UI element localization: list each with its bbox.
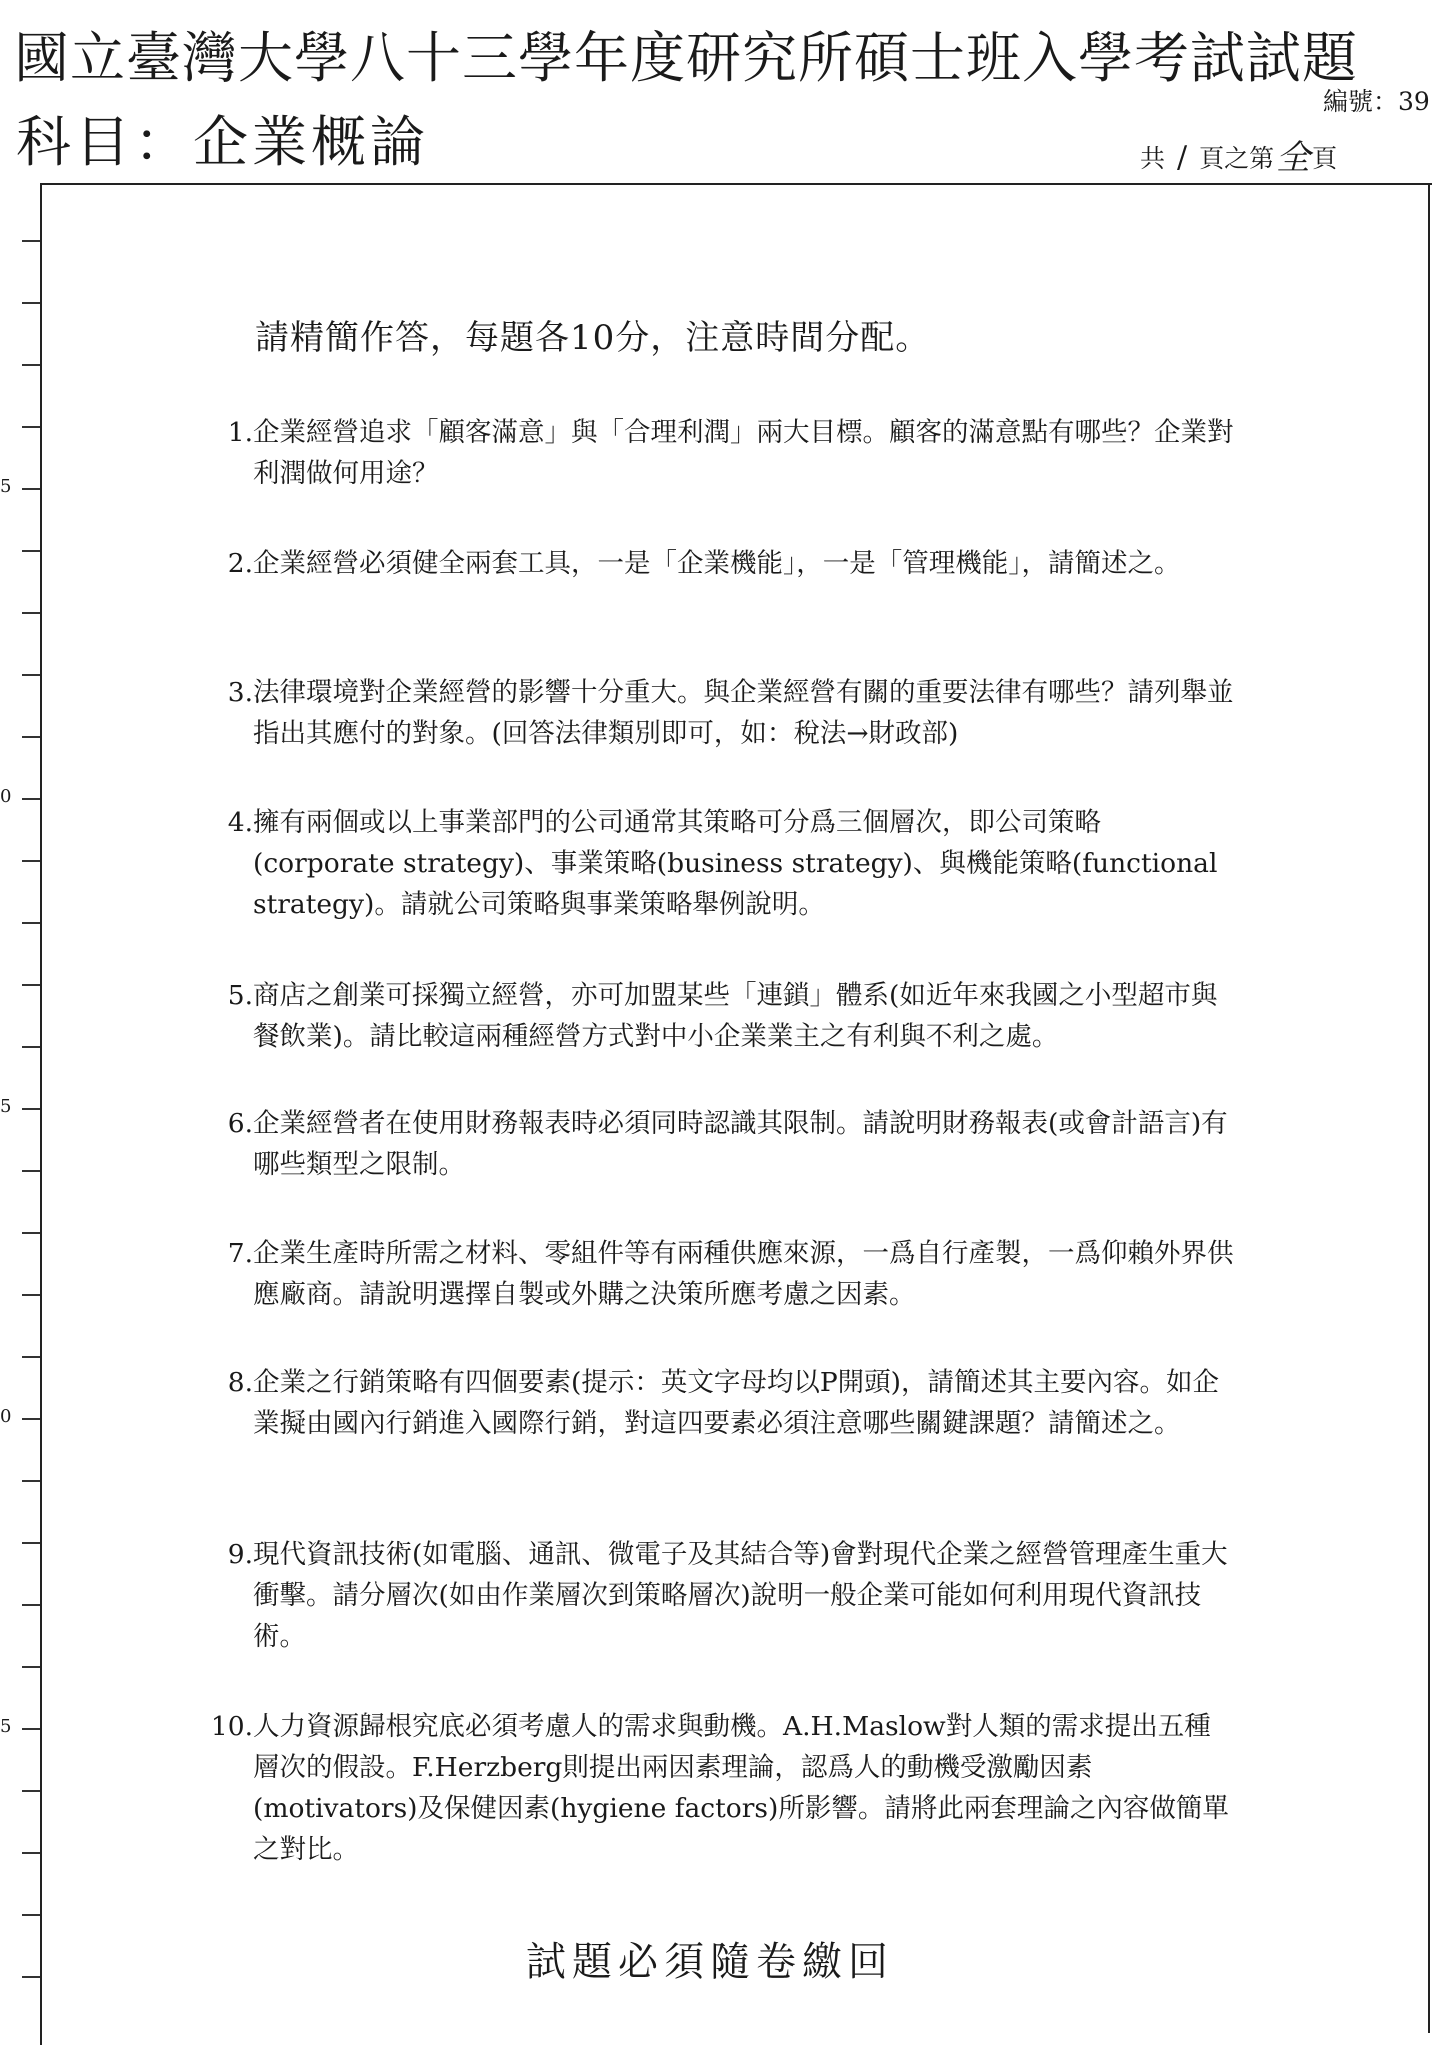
question-text: 法律環境對企業經營的影響十分重大。與企業經營有關的重要法律有哪些？請列舉並指出其應付的對象。(回答法律類別即可，如：稅法→財政部) xyxy=(253,677,1234,749)
ruler-tick xyxy=(22,1728,40,1730)
question-6 xyxy=(205,1103,1235,1185)
question-1 xyxy=(205,412,1235,494)
ruler-tick xyxy=(22,1294,40,1296)
exam-title: 國立臺灣大學八十三學年度研究所碩士班入學考試試題 xyxy=(14,26,1359,90)
ruler-tick xyxy=(22,302,40,304)
question-text: 商店之創業可採獨立經營，亦可加盟某些「連鎖」體系(如近年來我國之小型超市與餐飲業)。請比較這兩種經營方式對中小企業業主之有利與不利之處。 xyxy=(253,980,1218,1052)
question-text: 企業之行銷策略有四個要素(提示：英文字母均以P開頭)，請簡述其主要內容。如企業擬由國內行銷進入國際行銷，對這四要素必須注意哪些關鍵課題？請簡述之。 xyxy=(253,1367,1220,1439)
ruler-tick xyxy=(22,736,40,738)
ruler-tick xyxy=(22,1480,40,1482)
ruler-tick xyxy=(22,612,40,614)
question-number: 8. xyxy=(227,1367,253,1398)
ruler-tick xyxy=(22,1170,40,1172)
margin-number: 0 xyxy=(0,786,12,807)
question-number: 7. xyxy=(227,1238,253,1269)
exam-instruction: 請精簡作答，每題各10分，注意時間分配。 xyxy=(255,318,931,358)
margin-number: 5 xyxy=(0,1096,12,1117)
ruler-tick xyxy=(22,1108,40,1110)
ruler-tick xyxy=(22,1914,40,1916)
question-number: 5. xyxy=(227,980,253,1011)
question-text: 企業經營追求「顧客滿意」與「合理利潤」兩大目標。顧客的滿意點有哪些？企業對利潤做何用途？ xyxy=(253,417,1234,489)
question-2 xyxy=(205,543,1235,584)
exam-frame-right-edge xyxy=(1428,183,1430,2033)
question-10 xyxy=(205,1706,1235,1870)
ruler-tick xyxy=(22,922,40,924)
question-number: 3. xyxy=(227,677,253,708)
page-info xyxy=(1140,128,1337,177)
ruler-tick xyxy=(22,364,40,366)
ruler-tick xyxy=(22,488,40,490)
ruler-tick xyxy=(22,1852,40,1854)
question-4 xyxy=(205,802,1235,925)
return-notice: 試題必須隨卷繳回 xyxy=(526,1939,894,1985)
exam-serial-number: 編號：39 xyxy=(1323,87,1430,116)
question-8 xyxy=(205,1362,1235,1444)
exam-subject: 科目：企業概論 xyxy=(16,110,430,174)
question-9 xyxy=(205,1534,1235,1657)
ruler-tick xyxy=(22,1790,40,1792)
page-total-suffix: 頁之第 xyxy=(1199,144,1275,173)
question-number: 2. xyxy=(227,548,253,579)
page-current-suffix: 頁 xyxy=(1312,144,1338,173)
question-text: 企業生產時所需之材料、零組件等有兩種供應來源，一爲自行產製，一爲仰賴外界供應廠商。請說明選擇自製或外購之決策所應考慮之因素。 xyxy=(253,1238,1234,1310)
question-7 xyxy=(205,1233,1235,1315)
question-text: 企業經營必須健全兩套工具，一是「企業機能」，一是「管理機能」，請簡述之。 xyxy=(253,548,1181,579)
question-number: 1. xyxy=(227,417,253,448)
ruler-tick xyxy=(22,1604,40,1606)
ruler-tick xyxy=(22,1356,40,1358)
ruler-tick xyxy=(22,1666,40,1668)
page-current: 全 xyxy=(1276,138,1311,178)
question-3 xyxy=(205,672,1235,754)
question-number: 9. xyxy=(227,1539,253,1570)
question-5 xyxy=(205,975,1235,1057)
ruler-tick xyxy=(22,984,40,986)
question-text: 擁有兩個或以上事業部門的公司通常其策略可分爲三個層次，即公司策略(corporate strategy)、事業策略(business strategy)、與機能策略(functional strategy)。請就公司策略與事業策略舉例說明。 xyxy=(253,807,1218,920)
ruler-tick xyxy=(22,550,40,552)
page-total: / xyxy=(1177,140,1188,175)
question-number: 4. xyxy=(227,807,253,838)
ruler-tick xyxy=(22,240,40,242)
question-number: 10. xyxy=(210,1711,253,1742)
ruler-tick xyxy=(22,674,40,676)
question-number: 6. xyxy=(227,1108,253,1139)
ruler-tick xyxy=(22,1542,40,1544)
question-text: 企業經營者在使用財務報表時必須同時認識其限制。請說明財務報表(或會計語言)有哪些類型之限制。 xyxy=(253,1108,1228,1180)
margin-number: 5 xyxy=(0,476,12,497)
question-text: 現代資訊技術(如電腦、通訊、微電子及其結合等)會對現代企業之經營管理產生重大衝擊。請分層次(如由作業層次到策略層次)說明一般企業可能如何利用現代資訊技術。 xyxy=(253,1539,1228,1652)
ruler-tick xyxy=(22,1232,40,1234)
margin-number: 5 xyxy=(0,1716,12,1737)
page-total-prefix: 共 xyxy=(1140,144,1166,173)
ruler-tick xyxy=(22,1418,40,1420)
ruler-tick xyxy=(22,426,40,428)
question-text: 人力資源歸根究底必須考慮人的需求與動機。A.H.Maslow對人類的需求提出五種層次的假設。F.Herzberg則提出兩因素理論，認爲人的動機受激勵因素(motivators)及保健因素(hygiene factors)所影響。請將此兩套理論之內容做簡單之對比。 xyxy=(253,1711,1229,1865)
margin-number: 0 xyxy=(0,1406,12,1427)
ruler-tick xyxy=(22,1046,40,1048)
ruler-tick xyxy=(22,1976,40,1978)
ruler-tick xyxy=(22,860,40,862)
ruler-tick xyxy=(22,798,40,800)
